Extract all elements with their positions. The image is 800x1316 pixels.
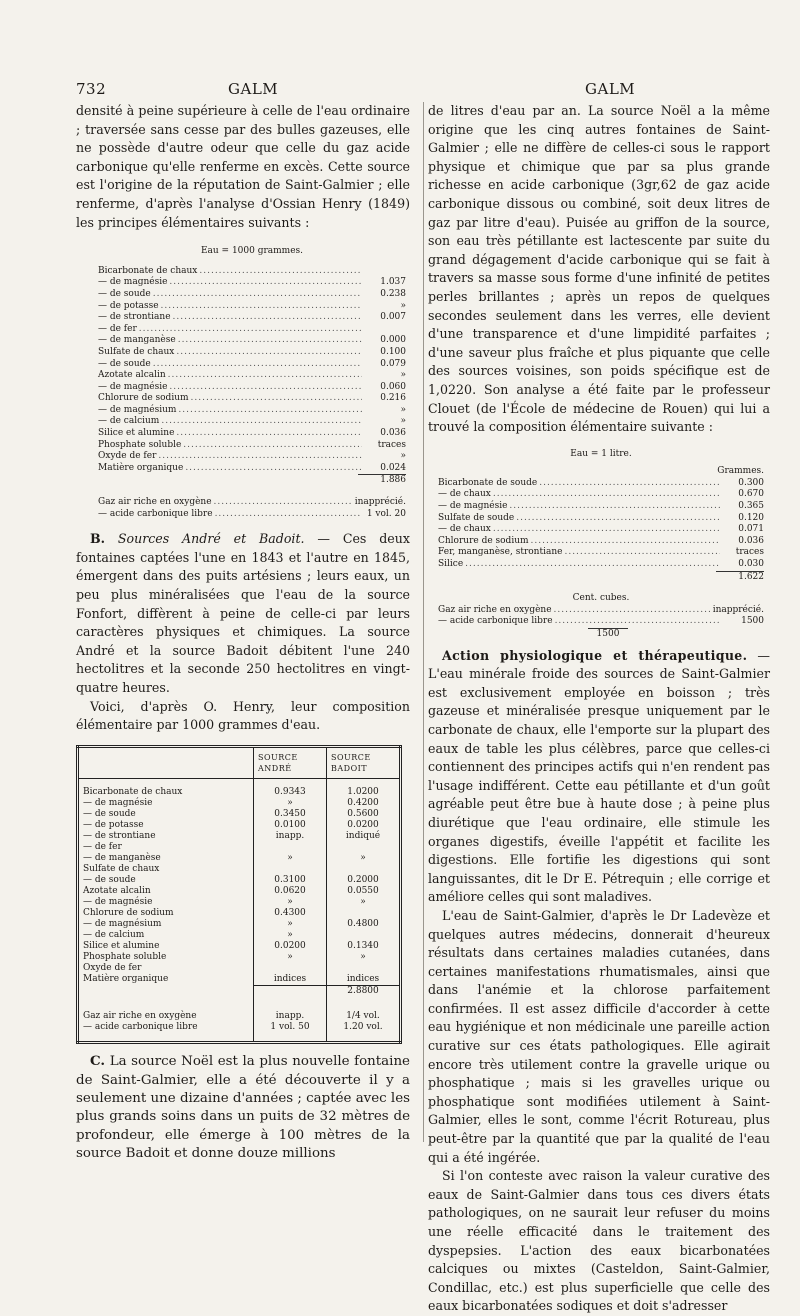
table-rows <box>438 478 764 571</box>
table-andre-badoit <box>76 745 402 1045</box>
spacer <box>327 1003 401 1011</box>
leader-dots <box>173 312 362 324</box>
section-c-text: La source Noël est la plus nouvelle fontaine de Saint-Galmier, elle a été découverte il y a seulement une dizaine d'années ; captée avec les plus grands soins dans un puits de 32 mètres de profondeur, elle émerge à 100 mètres de la source Badoit et donne douze millions <box>76 1054 411 1162</box>
row-label: Sulfate de soude <box>438 512 515 523</box>
table-row <box>98 359 406 371</box>
paragraph-dyspepsies: Si l'on conteste avec raison la valeur curative des eaux de Saint-Galmier dans tous ces divers états pathologiques, on ne saurait leur refuser du moins une réelle efficacité dans le traitement des dyspepsies. L'action des eaux bicarbonatées calciques ou mixtes (Casteldon, Saint-Galmier, Condillac, etc.) est plus superficielle que celle des eaux bicarbonatées sodiques et doit s'adresser <box>428 1168 770 1314</box>
andre-value: 0.0200 <box>254 941 327 952</box>
table-row <box>78 963 401 974</box>
spacer <box>78 985 254 1003</box>
badoit-value: 0.1340 <box>327 941 401 952</box>
row-label: — de potasse <box>98 300 159 311</box>
table-row <box>78 809 401 820</box>
row-label: Phosphate soluble <box>83 951 167 962</box>
row-value: » <box>400 300 406 311</box>
leader-dots <box>214 497 353 509</box>
action-title: Action physiologique et thérapeutique. <box>442 647 748 663</box>
table-row <box>98 393 406 405</box>
row-value: 0.030 <box>738 559 764 570</box>
row-value: 0.024 <box>380 462 406 473</box>
action-text: — L'eau minérale froide des sources de Saint-Galmier est exclusivement employée en boisson ; très gazeuse et minéralisée presque uniquement par le carbonate de chaux, elle l'emporte sur la plupart des eaux de table les plus célèbres, parce que celles-ci contiennent des principes actifs qui n'en rendent pas l'usage indifférent. Cette eau pétillante et d'un goût agréable peut être bue à haute dose ; à peine plus diurétique que l'eau ordinaire, elle stimule les organes digestifs, éveille l'appétit et facilite les digestions. Elle fortifie les digestions qui sont languissantes, dit le Dr E. Pétrequin ; elle corrige et améliore celles qui sont maladives. <box>428 647 770 905</box>
row-label: Azotate alcalin <box>83 885 151 896</box>
leader-dots <box>554 605 711 617</box>
andre-total <box>254 985 327 1003</box>
badoit-value: 0.0200 <box>327 820 401 831</box>
leader-dots <box>178 405 362 417</box>
badoit-value: 0.0550 <box>327 886 401 897</box>
row-label: — de soude <box>83 874 136 885</box>
table-row <box>98 428 406 440</box>
row-label: Azotate alcalin <box>98 370 166 381</box>
row-value: » <box>400 404 406 415</box>
row-value: 0.000 <box>380 335 406 346</box>
leader-dots <box>493 524 720 536</box>
row-label: Matière organique <box>98 462 184 473</box>
row-value: 0.079 <box>380 358 406 369</box>
andre-value: 1 vol. 50 <box>254 1022 327 1033</box>
leader-dots <box>531 536 720 548</box>
badoit-value: 1/4 vol. <box>327 1011 401 1022</box>
badoit-value: 0.5600 <box>327 809 401 820</box>
table-row <box>98 509 406 521</box>
leader-dots <box>215 509 362 521</box>
row-label: Sulfate de chaux <box>98 346 175 357</box>
row-label: — acide carbonique libre <box>438 616 553 627</box>
section-b-marker: B. <box>90 531 106 547</box>
table-total: 1.622 <box>716 571 764 584</box>
table-row <box>98 497 406 509</box>
table-row <box>78 1011 401 1022</box>
table-row <box>438 616 764 628</box>
spacer <box>254 778 327 787</box>
row-label: — acide carbonique libre <box>98 508 213 519</box>
row-label: — acide carbonique libre <box>83 1022 198 1033</box>
andre-value <box>254 842 327 853</box>
row-value: inapprécié. <box>354 497 406 508</box>
row-label: Oxyde de fer <box>83 962 142 973</box>
row-label: Chlorure de sodium <box>438 535 529 546</box>
table-row <box>78 919 401 930</box>
total-row <box>78 985 401 1003</box>
table-row <box>98 312 406 324</box>
table-row <box>98 463 406 475</box>
row-value: 1.037 <box>380 277 406 288</box>
badoit-value: » <box>327 952 401 963</box>
table-fonfort <box>76 246 410 520</box>
row-label: Fer, manganèse, strontiane <box>438 547 563 558</box>
section-c-marker: C. <box>90 1053 106 1070</box>
leader-dots <box>153 289 362 301</box>
table-row <box>98 405 406 417</box>
gas-rows <box>98 497 406 520</box>
table-caption: Eau = 1000 grammes. <box>200 246 304 257</box>
leader-dots <box>185 463 362 475</box>
row-value: 0.238 <box>380 288 406 299</box>
row-value: inapprécié. <box>712 604 764 615</box>
table-row <box>98 266 406 278</box>
leader-dots <box>199 266 362 278</box>
row-label: Silice <box>438 559 464 570</box>
spacer <box>327 1033 401 1043</box>
leader-dots <box>139 324 362 336</box>
row-label: Silice et alumine <box>98 428 175 439</box>
spacer <box>78 778 254 787</box>
row-value: 0.670 <box>738 489 764 500</box>
row-value: traces <box>735 547 764 558</box>
row-label: — de soude <box>98 358 151 369</box>
row-label: — de strontiane <box>98 312 171 323</box>
row-label: — de manganèse <box>83 852 161 863</box>
section-c-paragraph <box>76 1052 410 1163</box>
badoit-value <box>327 864 401 875</box>
table-row <box>98 382 406 394</box>
badoit-value: 0.4200 <box>327 798 401 809</box>
andre-value: » <box>254 952 327 963</box>
leader-dots <box>516 513 720 525</box>
leader-dots <box>176 428 362 440</box>
andre-value: inapp. <box>254 1011 327 1022</box>
table-row <box>98 347 406 359</box>
row-value: 0.036 <box>380 428 406 439</box>
col-header-andre: SOURCE ANDRÉ <box>254 746 327 778</box>
table-row <box>438 513 764 525</box>
table-total: 1.886 <box>358 474 406 487</box>
row-label: — de magnésie <box>438 501 508 512</box>
table-row <box>78 941 401 952</box>
table-row <box>438 559 764 571</box>
badoit-value: 0.4800 <box>327 919 401 930</box>
table-row <box>98 416 406 428</box>
row-label: Bicarbonate de chaux <box>83 786 183 797</box>
andre-value <box>254 963 327 974</box>
andre-value: » <box>254 853 327 864</box>
row-label: — de fer <box>98 323 137 334</box>
badoit-value <box>327 930 401 941</box>
table-rows <box>98 266 406 475</box>
section-b-title: Sources André et Badoit. <box>117 531 305 547</box>
leader-dots <box>169 382 362 394</box>
badoit-total: 2.8800 <box>327 985 401 1003</box>
spacer <box>254 1033 327 1043</box>
table-row <box>98 277 406 289</box>
row-label: Oxyde de fer <box>98 451 157 462</box>
table-caption: Eau = 1 litre. <box>570 448 632 459</box>
spacer <box>327 778 401 787</box>
row-label: Silice et alumine <box>83 940 160 951</box>
paragraph-ladeveze: L'eau de Saint-Galmier, d'après le Dr Ladevèze et quelques autres médecins, donnerait d'heureux résultats dans certaines maladies cutanées, dans certaines manifestations rhumatismales, ainsi que dans l'anémie et la chlorose parfaitement confirmées. Il est assez difficile d'accorder à cette eau hygiénique et non médicinale une pareille action curative sur ces états pathologiques. Elle agirait encore très utilement contre la gravelle urique ou phosphatique ; mais si les gravelles urique ou phosphatique sont modifiées utilement à Saint-Galmier, elles le sont, comme l'écrit Rotureau, plus peut-être par la quantité que par la qualité de l'eau qui a été ingérée. <box>428 907 770 1165</box>
leader-dots <box>539 478 720 490</box>
row-label: Gaz air riche en oxygène <box>83 1011 197 1022</box>
row-label: — de magnésium <box>83 918 162 929</box>
table-row <box>78 831 401 842</box>
row-label: Chlorure de sodium <box>98 393 189 404</box>
gas-unit-label: Cent. cubes. <box>572 593 630 604</box>
row-value <box>364 324 406 336</box>
badoit-value: » <box>327 853 401 864</box>
andre-value: inapp. <box>254 831 327 842</box>
leader-dots <box>493 489 720 501</box>
row-value: traces <box>377 439 406 450</box>
leader-dots <box>465 559 720 571</box>
leader-dots <box>153 359 362 371</box>
row-label: — de magnésie <box>98 381 168 392</box>
section-b-text: — Ces deux fontaines captées l'une en 1843 et l'autre en 1845, émergent dans des puits artésiens ; leurs eaux, un peu plus minéralisées que l'eau de la source Fonfort, diffèrent à peine de celle-ci par leurs caractères physiques et chimiques. La source André et la source Badoit débitent l'une 240 hectolitres et la seconde 250 hectolitres en vingt-quatre heures. <box>76 531 410 695</box>
table-row <box>438 605 764 617</box>
spacer-row <box>78 1033 401 1043</box>
table-row <box>98 324 406 336</box>
spacer-row <box>78 778 401 787</box>
badoit-value: 1.20 vol. <box>327 1022 401 1033</box>
andre-value: 0.4300 <box>254 908 327 919</box>
row-label: Gaz air riche en oxygène <box>98 497 212 508</box>
row-value <box>364 266 406 278</box>
leader-dots <box>183 440 362 452</box>
badoit-value <box>327 842 401 853</box>
section-b-paragraph <box>76 530 410 697</box>
table-row <box>78 787 401 798</box>
table-row <box>78 952 401 963</box>
andre-value: indices <box>254 974 327 986</box>
table-row <box>78 820 401 831</box>
table-row <box>78 930 401 941</box>
spacer <box>254 1003 327 1011</box>
row-label: — de magnésie <box>83 797 153 808</box>
andre-value: » <box>254 919 327 930</box>
voici-paragraph: Voici, d'après O. Henry, leur composition élémentaire par 1000 grammes d'eau. <box>76 698 410 733</box>
row-label: Sulfate de chaux <box>83 863 160 874</box>
table-row <box>98 440 406 452</box>
intro-paragraph: densité à peine supérieure à celle de l'eau ordinaire ; traversée sans cesse par des bulles gazeuses, elle ne possède d'autre odeur que celle du gaz acide carbonique qu'elle renferme en excès. Cette source est l'origine de la réputation de Saint-Galmier ; elle renferme, d'après l'analyse d'Ossian Henry (1849) les principes élémentaires suivants : <box>76 103 410 230</box>
table-corner <box>78 746 254 778</box>
row-label: — de manganèse <box>98 335 176 346</box>
unit-label: Grammes. <box>717 466 764 477</box>
row-label: — de magnésie <box>98 277 168 288</box>
table-row <box>438 524 764 536</box>
row-value: 0.100 <box>380 346 406 357</box>
table-row <box>438 478 764 490</box>
row-value: 0.007 <box>380 312 406 323</box>
running-head-left: GALM <box>228 80 279 98</box>
leader-dots <box>564 547 720 559</box>
table-row <box>438 536 764 548</box>
row-label: Gaz air riche en oxygène <box>438 604 552 615</box>
andre-value: » <box>254 897 327 908</box>
andre-value: 0.0100 <box>254 820 327 831</box>
row-value: » <box>400 416 406 427</box>
table-row <box>78 853 401 864</box>
row-label: — de soude <box>83 808 136 819</box>
leader-dots <box>176 347 362 359</box>
row-value: 0.036 <box>738 535 764 546</box>
row-value: 0.060 <box>380 381 406 392</box>
table-row <box>78 864 401 875</box>
leader-dots <box>169 277 362 289</box>
row-value: » <box>400 370 406 381</box>
leader-dots <box>161 301 362 313</box>
leader-dots <box>161 416 362 428</box>
table-row <box>78 897 401 908</box>
row-label: — de calcium <box>83 929 145 940</box>
badoit-value: indices <box>327 974 401 986</box>
row-value: 1 vol. 20 <box>366 508 406 519</box>
noel-paragraph: de litres d'eau par an. La source Noël a la même origine que les cinq autres fontaines de Saint-Galmier ; elle ne diffère de celles-ci sous le rapport physique et chimique que par sa plus grande richesse en acide carbonique (3gr,62 de gaz acide carbonique dissous ou combiné, soit deux litres de gaz par litre d'eau). Puisée au griffon de la source, son eau très pétillante est lactescente par suite du grand dégagement d'acide carbonique qui se fait à travers sa masse sous forme d'une infinité de petites perles brillantes ; après un repos de quelques secondes seulement dans les verres, elle devient d'une transparence et d'une limpidité parfaites ; d'une saveur plus fraîche et plus piquante que celle des sources voisines, son poids spécifique est de 1,0220. Son analyse a été faite par le professeur Clouet (de l'École de médecine de Rouen) qui lui a trouvé la composition élémentaire suivante : <box>428 103 770 435</box>
row-value: 0.365 <box>738 501 764 512</box>
table-row <box>98 370 406 382</box>
row-label: Bicarbonate de chaux <box>98 265 198 276</box>
left-column <box>76 102 410 1164</box>
table-row <box>78 875 401 886</box>
row-label: Matière organique <box>83 973 169 984</box>
row-value: 0.216 <box>380 393 406 404</box>
page-number: 732 <box>76 80 107 98</box>
row-value: 0.300 <box>738 477 764 488</box>
table-row <box>98 289 406 301</box>
badoit-value <box>327 908 401 919</box>
table-row <box>78 974 401 986</box>
row-value: 0.071 <box>738 524 764 535</box>
table-row <box>78 798 401 809</box>
table-row <box>78 886 401 897</box>
row-label: — de chaux <box>438 524 491 535</box>
row-label: — de calcium <box>98 416 160 427</box>
gas-total: 1500 <box>588 628 628 641</box>
table-row <box>78 842 401 853</box>
gas-rows <box>438 605 764 628</box>
leader-dots <box>178 335 362 347</box>
row-label: — de magnésium <box>98 404 177 415</box>
table-row <box>438 547 764 559</box>
row-label: Phosphate soluble <box>98 439 182 450</box>
andre-value: » <box>254 930 327 941</box>
leader-dots <box>509 501 720 513</box>
row-value: 0.120 <box>738 512 764 523</box>
table-row <box>438 501 764 513</box>
andre-value: 0.3100 <box>254 875 327 886</box>
row-value: » <box>400 451 406 462</box>
badoit-value: » <box>327 897 401 908</box>
leader-dots <box>555 616 720 628</box>
badoit-value <box>327 963 401 974</box>
badoit-value: indiqué <box>327 831 401 842</box>
running-head-right: GALM <box>585 80 636 98</box>
table-row <box>78 908 401 919</box>
andre-value: 0.9343 <box>254 787 327 798</box>
row-label: — de soude <box>98 288 151 299</box>
table-noel <box>428 449 770 641</box>
andre-value: 0.3450 <box>254 809 327 820</box>
table-body <box>78 778 401 1043</box>
col-header-badoit: SOURCE BADOIT <box>327 746 401 778</box>
row-label: — de potasse <box>83 819 144 830</box>
table-row <box>98 301 406 313</box>
table-row <box>438 489 764 501</box>
row-label: Chlorure de sodium <box>83 907 174 918</box>
badoit-value: 1.0200 <box>327 787 401 798</box>
leader-dots <box>191 393 362 405</box>
andre-value: 0.0620 <box>254 886 327 897</box>
table-row <box>78 1022 401 1033</box>
table-row <box>98 451 406 463</box>
table-row <box>98 335 406 347</box>
leader-dots <box>168 370 362 382</box>
row-value: 1500 <box>741 616 764 627</box>
andre-value: » <box>254 798 327 809</box>
right-column <box>428 102 770 1316</box>
leader-dots <box>158 451 362 463</box>
badoit-value: 0.2000 <box>327 875 401 886</box>
row-label: — de chaux <box>438 489 491 500</box>
row-label: Bicarbonate de soude <box>438 477 538 488</box>
row-label: — de strontiane <box>83 830 156 841</box>
action-paragraph <box>428 647 770 907</box>
spacer <box>78 1033 254 1043</box>
column-divider <box>423 102 424 1142</box>
row-label: — de fer <box>83 841 122 852</box>
row-label: — de magnésie <box>83 896 153 907</box>
andre-value <box>254 864 327 875</box>
